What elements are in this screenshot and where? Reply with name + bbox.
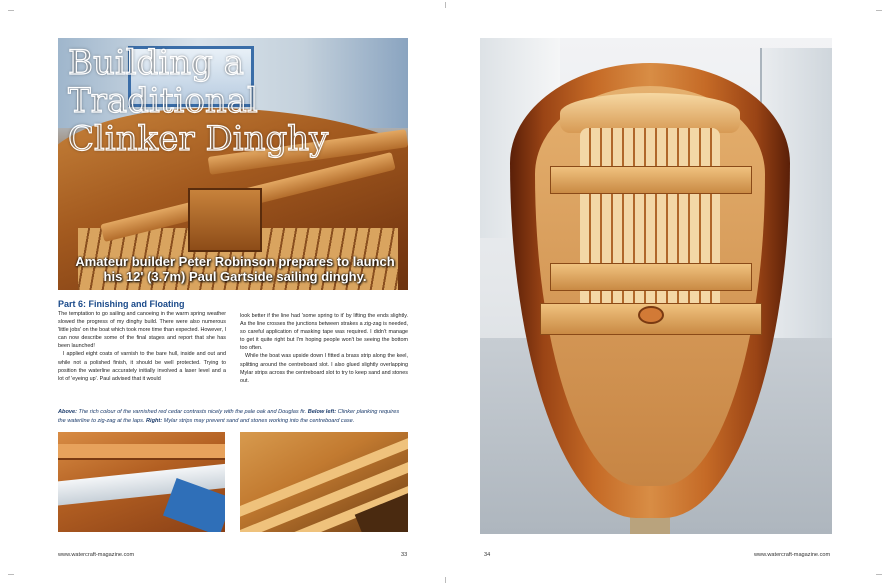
dinghy-overhead-photo bbox=[480, 38, 832, 534]
floorboards bbox=[580, 128, 720, 328]
footer-url-right: www.watercraft-magazine.com bbox=[754, 552, 831, 558]
body-column-1 bbox=[58, 310, 226, 383]
paragraph: look better if the line had 'some spring to it' by lifting the ends slightly. As the line crosses the junctions between strakes a zig-zag is needed, so careful application of masking tape was required. I didn't manage to get it quite right but I'm hoping people won't be seeing the bottom too often. bbox=[240, 313, 408, 352]
crop-mark bbox=[8, 574, 14, 575]
section-heading: Part 6: Finishing and Floating bbox=[58, 299, 185, 309]
crop-mark bbox=[876, 574, 882, 575]
crop-mark bbox=[8, 10, 14, 11]
paragraph: While the boat was upside down I fitted a brass strip along the keel, splitting around the centreboard slot. I also glued slightly overlapping Mylar strips across the centreboard slot to try to keep sand and stones out. bbox=[240, 353, 408, 384]
page-number-right: 34 bbox=[484, 552, 491, 558]
centreboard-case bbox=[188, 188, 262, 252]
standfirst-line: his 12' (3.7m) Paul Gartside sailing dinghy. bbox=[103, 269, 367, 284]
clinker-planking-photo bbox=[240, 432, 408, 532]
paragraph: The temptation to go sailing and canoeing in the warm spring weather slowed the progress of my dinghy build. There were also numerous 'little jobs' on the boat which took more time than expected. However, I can now describe some of the final stages and report that she has been launched! bbox=[58, 311, 226, 350]
thwart-seat bbox=[550, 166, 752, 194]
plank bbox=[58, 444, 225, 460]
title-line: Clinker Dinghy bbox=[68, 119, 329, 159]
caption-label: Below left: bbox=[307, 409, 337, 415]
standfirst-line: Amateur builder Peter Robinson prepares to launch bbox=[75, 254, 395, 269]
caption-text: Clinker planking requires the waterline to zig-zag at the laps. bbox=[58, 409, 400, 424]
page-number-left: 33 bbox=[401, 552, 408, 558]
body-column-2 bbox=[240, 312, 408, 385]
article-title bbox=[68, 44, 408, 158]
paragraph: I applied eight coats of varnish to the bare hull, inside and out and while not a polished finish, it should be well protected. Trying to position the waterline accurately initially involved a laser level and a lot of 'eyeing up'. Paul advised that it would bbox=[58, 351, 226, 382]
stern-seat bbox=[560, 93, 740, 133]
title-line: Building a Traditional bbox=[68, 43, 258, 121]
thwart-seat bbox=[550, 263, 752, 291]
hero-photo bbox=[58, 38, 408, 290]
caption-text: Mylar strips may prevent sand and stones working into the centreboard case. bbox=[162, 417, 355, 424]
caption-text: The rich colour of the varnished red cedar contrasts nicely with the pale oak and Douglas fir. bbox=[76, 409, 308, 415]
crop-mark bbox=[445, 2, 446, 8]
mast-partner bbox=[638, 306, 664, 324]
caption-label: Above: bbox=[58, 409, 77, 415]
crop-mark bbox=[876, 10, 882, 11]
article-standfirst bbox=[70, 254, 400, 284]
footer-url-left: www.watercraft-magazine.com bbox=[58, 552, 135, 558]
caption-label: Right: bbox=[146, 417, 163, 424]
crop-mark bbox=[445, 577, 446, 583]
photo-caption bbox=[58, 408, 408, 425]
waterline-tape-photo bbox=[58, 432, 225, 532]
